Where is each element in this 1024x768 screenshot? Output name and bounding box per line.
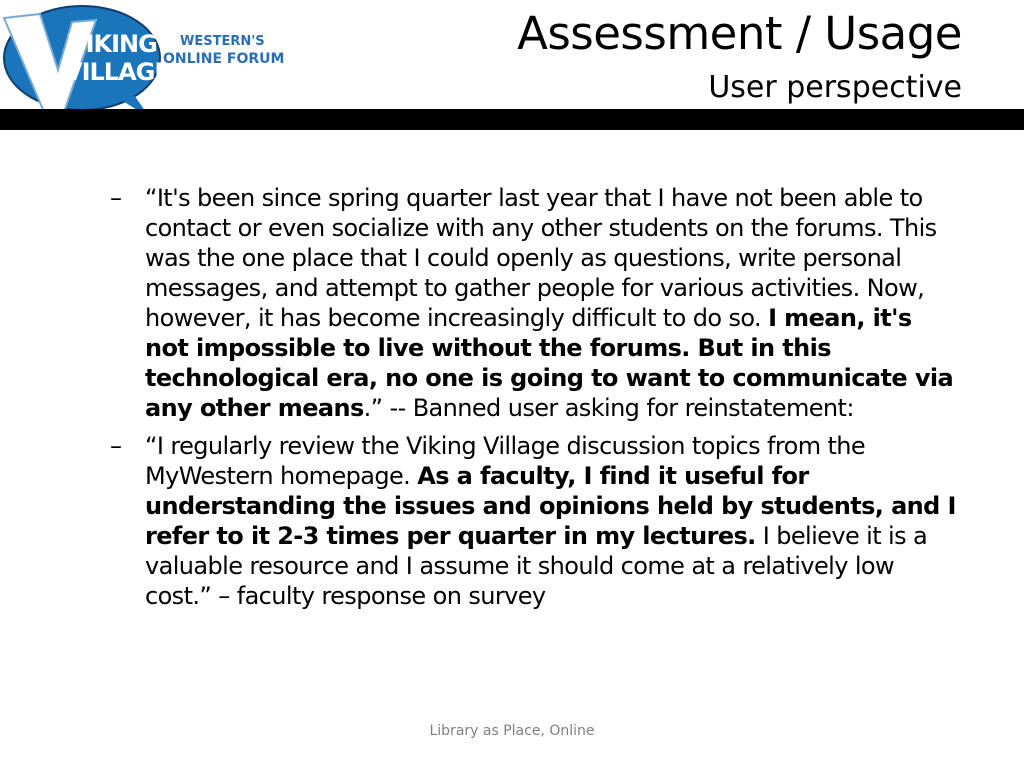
quote-item-banned-user: [110, 183, 960, 423]
quote-list: [110, 183, 960, 619]
quote-text-lead: “It's been since spring quarter last year that I have not been able to contact or even socialize with any other students on the forums. This was the one place that I could openly as questions, write personal messages, and attempt to gather people for various activities. Now, however, it has become increasingly difficult to do so.: [145, 184, 937, 332]
quote-text-emphasis: I mean, it's not impossible to live without the forums. But in this technological era, no one is going to want to communicate via any other means: [145, 304, 954, 422]
quote-text-emphasis: As a faculty, I find it useful for understanding the issues and opinions held by students, and I refer to it 2-3 times per quarter in my lectures.: [145, 462, 956, 550]
logo-tagline-online-forum: ONLINE FORUM: [163, 51, 285, 67]
quote-text: [145, 432, 956, 610]
slide-title: Assessment / Usage: [517, 7, 962, 60]
logo-text-village: VILLAGE: [64, 58, 170, 86]
slide-subtitle: User perspective: [708, 70, 962, 105]
quote-text-attribution: I believe it is a valuable resource and I assume it should come at a relatively low cost.” – faculty response on survey: [145, 522, 928, 610]
viking-village-logo: [0, 0, 300, 124]
list-dash: –: [110, 184, 122, 212]
header-divider-bar: [0, 109, 1024, 130]
quote-item-faculty: [110, 431, 960, 611]
quote-text-attribution: .” -- Banned user asking for reinstatement:: [363, 394, 854, 422]
logo-tagline-westerns: WESTERN'S: [180, 34, 265, 49]
quote-text-lead: “I regularly review the Viking Village discussion topics from the MyWestern homepage.: [145, 432, 866, 490]
quote-text: [145, 184, 953, 422]
title-block: [517, 8, 962, 106]
logo-text-viking: VIKING: [68, 30, 157, 58]
slide-footer: Library as Place, Online: [429, 723, 595, 739]
list-dash: –: [110, 432, 122, 460]
